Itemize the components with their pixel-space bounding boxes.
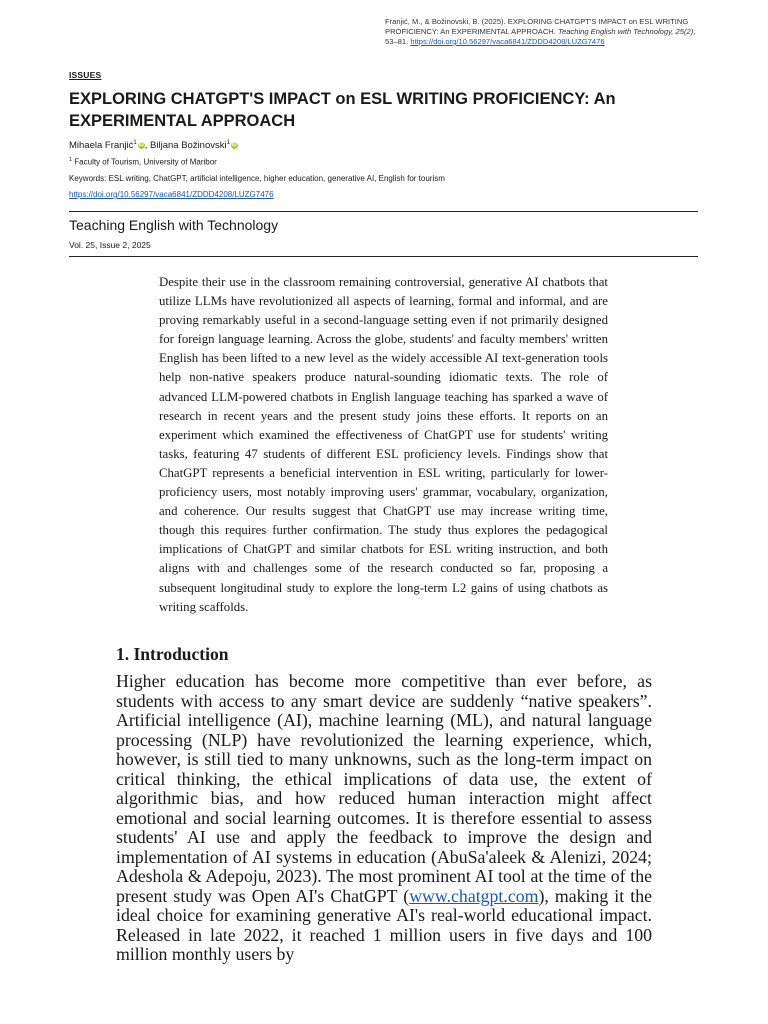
citation-pages: , 53–81.: [385, 27, 696, 46]
affiliation: [69, 157, 217, 167]
doi-link[interactable]: https://doi.org/10.56297/vaca6841/ZDDD4208/LUZG7476: [69, 190, 274, 199]
affiliation-mark: 1: [226, 140, 230, 146]
keywords: Keywords: ESL writing, ChatGPT, artificial intelligence, higher education, generative AI, English for tourism: [69, 174, 445, 183]
author-name: Biljana Božinovski: [150, 140, 227, 152]
divider: [69, 211, 698, 212]
affiliation-mark: 1: [133, 140, 137, 146]
affiliation-text: Faculty of Tourism, University of Maribor: [72, 157, 217, 167]
introduction-body: [116, 672, 652, 965]
author-name: Mihaela Franjić: [69, 140, 134, 152]
affiliation-mark: 1: [69, 157, 73, 163]
journal-name: Teaching English with Technology: [69, 217, 279, 233]
citation-journal: Teaching English with Technology, 25: [558, 27, 684, 36]
citation-doi-link[interactable]: https://doi.org/10.56297/vaca6841/ZDDD4208/LUZG7476: [410, 37, 605, 46]
abstract: [159, 273, 608, 617]
citation-text: Franjić, M., & Božinovski, B. (2025). EXPLORING CHATGPT'S IMPACT on ESL WRITING PROFICIENCY: An EXPERIMENTAL APPROACH.: [385, 17, 689, 36]
chatgpt-link[interactable]: www.chatgpt.com: [409, 885, 539, 906]
paper-title: EXPLORING CHATGPT'S IMPACT on ESL WRITING PROFICIENCY: An EXPERIMENTAL APPROACH: [69, 90, 616, 130]
journal-volume: Vol. 25, Issue 2, 2025: [69, 240, 151, 250]
orcid-icon[interactable]: iD: [138, 142, 144, 149]
introduction-paragraph: [116, 672, 652, 965]
citation-issue: (2): [683, 27, 694, 36]
author-list: [69, 140, 238, 151]
author-separator: ,: [144, 140, 151, 152]
orcid-icon[interactable]: iD: [231, 142, 237, 149]
section-heading: 1. Introduction: [116, 644, 229, 664]
divider: [69, 256, 698, 257]
citation-header: [385, 17, 710, 47]
section-label: ISSUES: [69, 70, 102, 80]
intro-text: ), making it the ideal choice for examining generative AI's real-world educational impact. Released in late 2022, it reached 1 million users in five days and 100 million monthly users by: [116, 885, 652, 964]
intro-text: Higher education has become more competitive than ever before, as students with access to any smart device are suddenly “native speakers”. Artificial intelligence (AI), machine learning (ML), and natural language processing (NLP) have revolutionized the learning experience, which, however, is still tied to many unknowns, such as the long-term impact on critical thinking, the ethical implications of data use, the extent of algorithmic bias, and how reduced human interaction might affect emotional and social learning outcomes. It is therefore essential to assess students' AI use and apply the feedback to improve the design and implementation of AI systems in education (AbuSa'aleek & Alenizi, 2024; Adeshola & Adepoju, 2023). The most prominent AI tool at the time of the present study was Open AI's ChatGPT (: [116, 671, 652, 906]
abstract-text: Despite their use in the classroom remaining controversial, generative AI chatbots that utilize LLMs have revolutionized all aspects of learning, formal and informal, and are proving remarkably useful in a second-language setting even if not primarily designed for foreign language learning. Across the globe, students' and faculty members' written English has been lifted to a new level as the widely accessible AI text-generation tools help non-native speakers produce natural-sounding idiomatic texts. The role of advanced LLM-powered chatbots in English language teaching has sparked a wave of research in recent years and the present study joins these efforts. It reports on an experiment which examined the effectiveness of ChatGPT use for students' writing tasks, featuring 47 students of different ESL proficiency levels. Findings show that ChatGPT represents a beneficial intervention in ESL writing, particularly for lower-proficiency users, most notably improving users' grammar, vocabulary, organization, and coherence. Our results suggest that ChatGPT use may increase writing time, though this requires further confirmation. The study thus explores the pedagogical implications of ChatGPT and similar chatbots for ESL writing instruction, and both aligns with and challenges some of the research conducted so far, proposing a subsequent longitudinal study to explore the long-term L2 gains of using chatbots as writing scaffolds.: [159, 275, 608, 614]
